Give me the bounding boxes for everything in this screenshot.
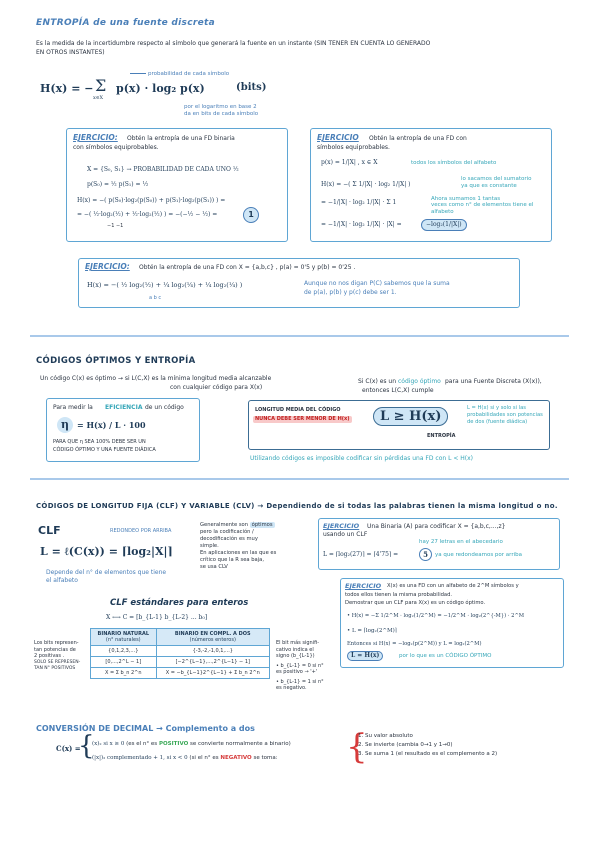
exercise-1-text2: con símbolos equiprobables. <box>73 144 159 151</box>
bits-1: Los bits represen- <box>34 640 79 646</box>
table-cell: [0,...,2^L − 1] <box>91 657 157 668</box>
clf-exercise2-line6: Entonces si H(x) = −log₂(p(2^M)) y L = log₂(2^M) <box>347 641 482 647</box>
clf-exercise2-title: EJERCICIO <box>345 582 382 590</box>
optimal-def2: con cualquier código para X(x) <box>170 384 263 391</box>
clf-gen3: decodificación es muy <box>200 536 258 542</box>
exercise-2-title: EJERCICIO <box>317 133 359 142</box>
clf-general-note <box>200 522 292 571</box>
exercise-2-line3: = −1/|X| · log₂ 1/|X| · Σ 1 <box>321 199 397 206</box>
table-cell: X = −b_{L−1}2^{L−1} + Σ b_n 2^n <box>156 668 269 679</box>
clf-exercise2-line1: X(x) es una FD con un alfabeto de 2^M símbolos y <box>387 583 519 589</box>
std-map: X ⟷ C = [b_{L-1} b_{L-2} ... b₀] <box>106 614 208 621</box>
exercise-3-text: Obtén la entropía de una FD con X = {a,b,c} , p(a) = 0'5 y p(b) = 0'25 . <box>139 264 356 271</box>
c2-step-3: 3. Se suma 1 (el resultado es el complemento a 2) <box>358 751 498 757</box>
exercise-1-sub: −1 −1 <box>107 223 124 229</box>
c2-cx: C(x) = <box>56 744 81 753</box>
sign-note <box>276 640 328 692</box>
note-probability: probabilidad de cada símbolo <box>148 71 230 77</box>
exercise-1-box <box>66 128 288 242</box>
clf-exercise2-line7: L = H(x) <box>347 651 383 661</box>
entropy-title: ENTROPÍA de una fuente discreta <box>36 18 215 28</box>
clf-exercise-line2: usando un CLF <box>323 531 368 538</box>
equality-line3: de dos (fuente diádica) <box>467 419 528 425</box>
source-text1: Si C(x) es un <box>358 378 397 385</box>
exercise-2-line4: = −1/|X| · log₂ 1/|X| · |X| = <box>321 221 402 228</box>
source-word: código óptimo <box>398 378 441 385</box>
equality-line1: L = H(x) si y solo si las <box>467 405 526 411</box>
equality-condition <box>467 405 547 426</box>
exercise-2-note2a: lo sacamos del sumatorio <box>461 176 532 182</box>
clf-dep2: el alfabeto <box>46 577 78 584</box>
exercise-2-note1: todos los símbolos del alfabeto <box>411 160 497 166</box>
exercise-3-box <box>78 258 520 308</box>
clf-gen5: En aplicaciones en las que es <box>200 550 277 556</box>
entropy-intro-line2: EN OTROS INSTANTES) <box>36 49 105 56</box>
entropy-formula-units: (bits) <box>236 82 267 93</box>
clf-title: CÓDIGOS DE LONGITUD FIJA (CLF) Y VARIABLE (CLV) → Dependiendo de si todas las palabras tienen la misma longitud o no. <box>36 502 558 510</box>
exercise-2-note3a: Ahora sumamos 1 tantas <box>431 196 501 202</box>
c2-brace: { <box>78 731 95 761</box>
efficiency-box <box>46 398 200 462</box>
std-title: CLF estándares para enteros <box>110 598 249 608</box>
efficiency-text3: PARA QUE η SEA 100% DEBE SER UN <box>53 439 146 445</box>
clf-exercise-title: EJERCICIO <box>323 522 360 530</box>
table-cell: {-3,-2,-1,0,1,...} <box>156 646 269 657</box>
exercise-2-line2: H(x) = −( Σ 1/|X| · log₂ 1/|X| ) <box>321 181 411 188</box>
exercise-2-line1: p(x) = 1/|X| , x ∈ X <box>321 159 378 166</box>
table-header-natural: BINARIO NATURAL (n° naturales) <box>91 629 157 646</box>
clf-gen7: se usa CLV <box>200 564 228 570</box>
c2-steps-brace: { <box>346 727 368 767</box>
inequality-formula: L ≥ H(x) <box>373 407 448 426</box>
eta-symbol: η <box>57 417 73 433</box>
binary-table <box>90 628 270 679</box>
clf-exercise2-line8: por lo que es un CÓDIGO ÓPTIMO <box>399 653 492 659</box>
clf-exercise2-line4: • H(x) = −Σ 1/2^M · log₂(1/2^M) = −1/2^M · log₂(2^{-M}) · 2^M <box>347 613 525 619</box>
c2-steps <box>358 732 588 759</box>
clf-round-note: REDONDEO POR ARRIBA <box>110 528 172 534</box>
clf-label: CLF <box>38 524 61 537</box>
efficiency-text4: CÓDIGO ÓPTIMO Y UNA FUENTE DIÁDICA <box>53 447 156 453</box>
table-row <box>91 646 270 657</box>
table-cell: {0,1,2,3,...} <box>91 646 157 657</box>
arrow-prob <box>130 73 146 74</box>
clf-exercise-line3: L = ⌈log₂(27)⌉ = ⌈4'75⌉ = <box>323 551 399 558</box>
clf-gen-word: óptimos <box>251 522 273 528</box>
exercise-3-title: EJERCICIO: <box>85 262 130 271</box>
exercise-2-answer: −log₂(1/|X|) <box>421 219 467 231</box>
entropy-label: ENTROPÍA <box>427 433 456 439</box>
table-cell: [−2^{L−1},...,2^{L−1} − 1] <box>156 657 269 668</box>
clf-gen1: Generalmente son <box>200 522 249 528</box>
entropy-formula-sum: Σ <box>95 76 107 95</box>
exercise-3-labels: a b c <box>149 295 162 301</box>
separator-2 <box>30 478 569 480</box>
clf-exercise2-line2: todos ellos tienen la misma probabilidad. <box>345 592 453 598</box>
table-header-complement: BINARIO EN COMPL. A DOS (números enteros) <box>156 629 269 646</box>
note-log-2: da en bits de cada símbolo <box>184 111 259 117</box>
clf-exercise2-line3: Demostrar que un CLF para X(x) es un código óptimo. <box>345 600 486 606</box>
exercise-1-line2: p(S₀) = ½ p(S₁) = ½ <box>87 181 149 188</box>
exercise-2-note2b: ya que es constante <box>461 183 517 189</box>
clf-exercise2-line5: • L = ⌈log₂(2^M)⌉ <box>347 628 397 634</box>
table-row <box>91 668 270 679</box>
c2-row2: (|x|)₂ complementado + 1, si x < 0 (si el n° es NEGATIVO se toma: <box>92 755 278 761</box>
source-text2: para una Fuente Discreta (X(x)), <box>445 378 542 385</box>
exercise-1-line3: H(x) = −( p(S₀)·log₂(p(S₀)) + p(S₁)·log₂(p(S₁)) ) = <box>77 197 226 204</box>
exercise-2-text1: Obtén la entropía de una FD con <box>369 135 467 142</box>
clf-gen2: pero la codificación / <box>200 529 254 535</box>
table-cell: X = Σ b_n 2^n <box>91 668 157 679</box>
c2-row1: (x)₂ si x ≥ 0 (es el n° es POSITIVO se convierte normalmente a binario) <box>92 741 291 747</box>
bits-4: SOLO SE REPRESEN- <box>34 659 81 665</box>
exercise-3-note2: de p(a), p(b) y p(c) debe ser 1. <box>304 289 397 296</box>
separator-1 <box>30 335 569 337</box>
efficiency-text1: Para medir la <box>53 404 93 411</box>
c2-step-1: 1. Su valor absoluto <box>358 733 413 739</box>
impossible-note: Utilizando códigos es imposible codificar sin pérdidas una FD con L < H(x) <box>250 455 474 462</box>
equality-line2: probabilidades son potencias <box>467 412 543 418</box>
exercise-2-text2: símbolos equiprobables. <box>317 144 390 151</box>
clf-exercise-note: hay 27 letras en el abecedario <box>419 539 503 545</box>
inequality-box <box>248 400 550 450</box>
clf-dep1: Depende del n° de elementos que tiene <box>46 569 167 576</box>
exercise-1-line4: = −( ½·log₂(½) + ½·log₂(½) ) = −(−½ − ½) = <box>77 211 218 218</box>
sign-2: cativo indica el <box>276 646 314 653</box>
eta-formula: = H(x) / L · 100 <box>77 420 146 430</box>
clf-exercise-line1: Una Binaria (A) para codificar X = {a,b,c,...,z} <box>367 523 506 530</box>
bits-2: tan potencias de <box>34 646 76 653</box>
source-text3: entonces L(C,X) cumple <box>362 387 434 394</box>
c2-title: CONVERSIÓN DE DECIMAL → Complemento a dos <box>36 724 255 733</box>
bits-note <box>34 640 88 673</box>
optimal-title: CÓDIGOS ÓPTIMOS Y ENTROPÍA <box>36 356 196 366</box>
entropy-intro-line1: Es la medida de la incertidumbre respecto al símbolo que generará la fuente en un instante (SIN TENER EN CUENTA LO GENERADO <box>36 40 431 47</box>
entropy-formula-sub: x∈X <box>93 95 104 101</box>
entropy-formula-lhs: H(x) = − <box>40 82 94 95</box>
sign-3: signo (b_{L-1}) <box>276 653 315 659</box>
sign-4: • b_{L-1} = 0 si n° es positivo → '+' <box>276 662 324 675</box>
clf-gen6: crítico que la R sea baja, <box>200 557 264 563</box>
clf-exercise-line4: ya que redondeamos por arriba <box>435 552 522 558</box>
note-log-1: por el logaritmo en base 2 <box>184 104 257 110</box>
clf-exercise2-box <box>340 578 564 668</box>
clf-formula: L = ℓ(C(x)) = ⌈log₂|X|⌉ <box>40 545 173 558</box>
sign-1: El bit más signifi- <box>276 640 320 646</box>
exercise-1-answer: 1 <box>243 207 259 223</box>
entropy-formula-body: p(x) · log₂ p(x) <box>116 82 205 95</box>
bits-5: TAN N° POSITIVOS <box>34 666 76 671</box>
exercise-2-box <box>310 128 552 242</box>
exercise-3-note1: Aunque no nos digan P(C) sabemos que la suma <box>304 280 450 287</box>
bits-3: 2 positivas . <box>34 653 65 659</box>
clf-gen4: simple. <box>200 543 219 549</box>
efficiency-word: EFICIENCIA <box>105 404 143 411</box>
sign-5: • b_{L-1} = 1 si n° es negativo. <box>276 678 324 691</box>
exercise-2-note3b: veces como n° de elementos tiene el alfabeto <box>431 202 534 215</box>
exercise-1-title: EJERCICIO: <box>73 133 118 142</box>
table-row <box>91 657 270 668</box>
clf-exercise-answer: 5 <box>419 548 432 561</box>
exercise-1-text1: Obtén la entropía de una FD binaria <box>127 135 235 142</box>
never-less-label: NUNCA DEBE SER MENOR DE H(x) <box>255 416 350 422</box>
clf-exercise-box <box>318 518 560 570</box>
optimal-def1: Un código C(x) es óptimo → si L(C,X) es la mínima longitud media alcanzable <box>40 375 272 382</box>
exercise-3-formula: H(x) = −( ½ log₂(½) + ¼ log₂(¼) + ¼ log₂(¼) ) <box>87 281 243 289</box>
efficiency-text2: de un código <box>145 404 184 411</box>
c2-step-2: 2. Se invierte (cambia 0→1 y 1→0) <box>358 742 453 748</box>
exercise-1-line1: X = {S₀, S₁} → PROBABILIDAD DE CADA UNO ½ <box>87 166 239 173</box>
mean-length-label: LONGITUD MEDIA DEL CÓDIGO <box>255 407 341 413</box>
table-header-row <box>91 629 270 646</box>
